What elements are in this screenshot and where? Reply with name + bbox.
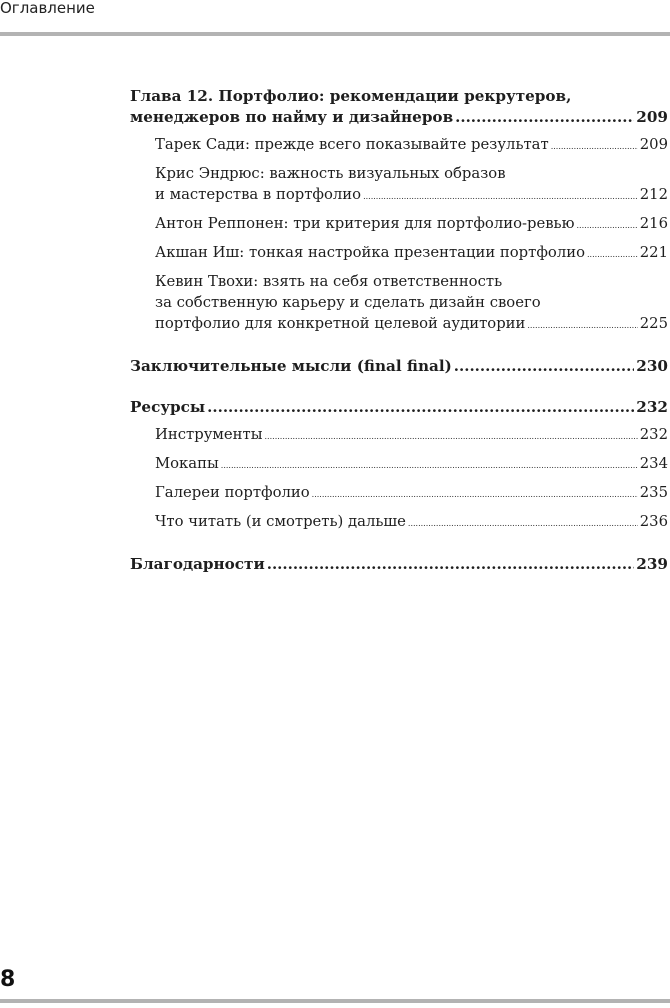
toc-entry-final-thoughts[interactable] xyxy=(130,356,668,377)
toc-entry-chapter-12[interactable] xyxy=(130,86,668,128)
toc-entry-page: 234 xyxy=(639,455,668,472)
toc-entry-acknowledgements[interactable] xyxy=(130,554,668,575)
toc-entry-title: Ресурсы xyxy=(130,398,206,416)
toc-entry-page: 209 xyxy=(636,108,668,126)
toc-entry-last-line xyxy=(155,184,668,207)
toc-entry-last-line xyxy=(155,511,668,534)
toc-entry-last-line xyxy=(155,453,668,476)
toc-entry-title-line: за собственную карьеру и сделать дизайн своего xyxy=(155,294,541,311)
toc-entry-page: 235 xyxy=(639,484,668,501)
toc-entry-page: 221 xyxy=(639,244,668,261)
toc-entry-title: и мастерства в портфолио xyxy=(155,186,362,203)
toc-entry-page: 230 xyxy=(636,357,668,375)
dot-leader xyxy=(312,484,638,505)
dot-leader xyxy=(454,356,635,377)
toc-entry-page: 225 xyxy=(639,315,668,332)
toc-entry-last-line xyxy=(155,424,668,447)
toc-entry-last-line xyxy=(155,213,668,236)
toc-entry-kevin-tvokhi[interactable] xyxy=(130,271,668,336)
toc-entry-title: Тарек Сади: прежде всего показывайте результат xyxy=(155,136,549,153)
toc-entry-tools[interactable] xyxy=(130,424,668,447)
toc-entry-title: Что читать (и смотреть) дальше xyxy=(155,513,406,530)
footer-rule xyxy=(0,999,670,1003)
dot-leader xyxy=(587,244,638,265)
toc-entry-title-line: Глава 12. Портфолио: рекомендации рекрутеров, xyxy=(130,87,572,105)
toc-entry-last-line xyxy=(130,356,668,377)
toc-entry-page: 236 xyxy=(639,513,668,530)
toc-entry-last-line xyxy=(130,397,668,418)
toc-entry-title: Мокапы xyxy=(155,455,219,472)
toc-entry-last-line xyxy=(155,482,668,505)
toc-entry-title-line: Кевин Твохи: взять на себя ответственность xyxy=(155,273,503,290)
toc-entry-title: Акшан Иш: тонкая настройка презентации портфолио xyxy=(155,244,586,261)
dot-leader xyxy=(267,554,635,575)
toc-entry-title: Инструменты xyxy=(155,426,263,443)
toc-entry-page: 232 xyxy=(636,398,668,416)
dot-leader xyxy=(207,397,634,418)
toc-entry-anton-repponen[interactable] xyxy=(130,213,668,236)
dot-leader xyxy=(527,315,637,336)
toc-entry-title-line: Крис Эндрюс: важность визуальных образов xyxy=(155,165,506,182)
toc-entry-further-reading[interactable] xyxy=(130,511,668,534)
toc-entry-title: Галереи портфолио xyxy=(155,484,310,501)
dot-leader xyxy=(551,136,638,157)
dot-leader xyxy=(408,513,638,534)
toc-entry-title: портфолио для конкретной целевой аудитории xyxy=(155,315,526,332)
toc-entry-title: Заключительные мысли (final final) xyxy=(130,357,452,375)
toc-entry-page: 216 xyxy=(639,215,668,232)
page-number: 8 xyxy=(0,967,16,992)
toc-entry-tarek-sadi[interactable] xyxy=(130,134,668,157)
dot-leader xyxy=(455,107,634,128)
toc-entry-title: менеджеров по найму и дизайнеров xyxy=(130,108,454,126)
toc-entry-akshan-ish[interactable] xyxy=(130,242,668,265)
dot-leader xyxy=(221,455,638,476)
toc-entry-portfolio-galleries[interactable] xyxy=(130,482,668,505)
dot-leader xyxy=(577,215,638,236)
toc-entry-last-line xyxy=(155,242,668,265)
table-of-contents xyxy=(130,86,668,575)
toc-entry-title: Благодарности xyxy=(130,555,265,573)
toc-entry-last-line xyxy=(130,554,668,575)
toc-entry-resources[interactable] xyxy=(130,397,668,418)
dot-leader xyxy=(363,186,638,207)
toc-entry-page: 212 xyxy=(639,186,668,203)
toc-entry-mockups[interactable] xyxy=(130,453,668,476)
header-rule xyxy=(0,32,670,36)
toc-entry-page: 239 xyxy=(636,555,668,573)
toc-entry-page: 209 xyxy=(639,136,668,153)
running-header-title: Оглавление xyxy=(0,0,95,17)
toc-entry-last-line xyxy=(155,313,668,336)
toc-entry-kris-endryus[interactable] xyxy=(130,163,668,207)
toc-entry-page: 232 xyxy=(639,426,668,443)
dot-leader xyxy=(265,426,638,447)
toc-entry-last-line xyxy=(130,107,668,128)
toc-entry-title: Антон Реппонен: три критерия для портфолио-ревью xyxy=(155,215,575,232)
toc-entry-last-line xyxy=(155,134,668,157)
